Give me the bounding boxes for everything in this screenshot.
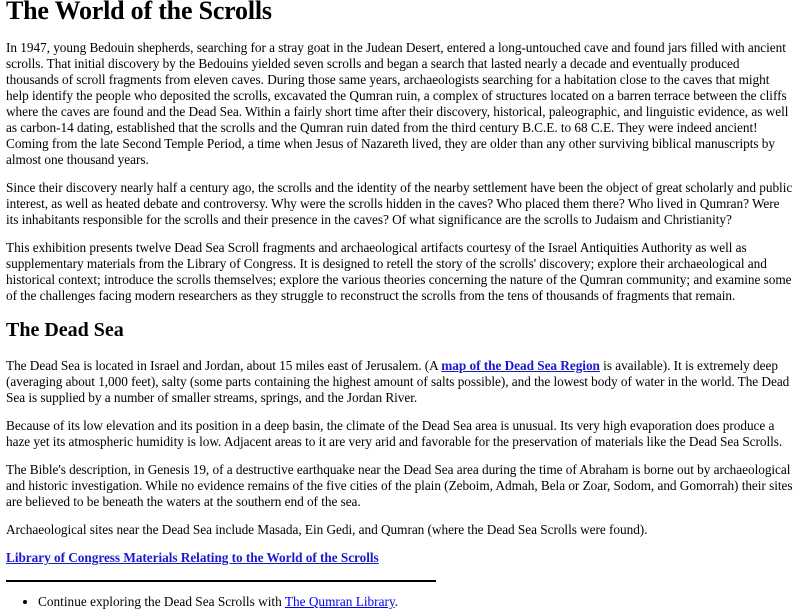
lc-materials-link[interactable]: Library of Congress Materials Relating to the World of the Scrolls (6, 550, 379, 565)
divider (6, 580, 436, 582)
intro-paragraph: In 1947, young Bedouin shepherds, searching for a stray goat in the Judean Desert, entered a long-untouched cave and found jars filled with ancient scrolls. That initial discovery by the Bedouins yielded seven scrolls and began a search that lasted nearly a decade and eventually produced thousands of scroll fragments from eleven caves. During those same years, archaeologists searching for a habitation close to the caves that might help identify the people who deposited the scrolls, excavated the Qumran ruin, a complex of structures located on a barren terrace between the cliffs where the caves are found and the Dead Sea. Within a fairly short time after their discovery, historical, paleographic, and linguistic evidence, as well as carbon-14 dating, established that the scrolls and the Qumran ruin dated from the third century B.C.E. to 68 C.E. They were indeed ancient! Coming from the late Second Temple Period, a time when Jesus of Nazareth lived, they are older than any other surviving biblical manuscripts by almost one thousand years. (6, 40, 789, 167)
navigation-list (6, 594, 794, 610)
intro-paragraph: Since their discovery nearly half a century ago, the scrolls and the identity of the nearby settlement have been the object of great scholarly and public interest, as well as heated debate and controversy. Why were the scrolls hidden in the caves? Who placed them there? Who lived in Qumran? Were its inhabitants responsible for the scrolls and their presence in the caves? Of what significance are the scrolls to Judaism and Christianity? (6, 180, 793, 227)
dead-sea-paragraph: Archaeological sites near the Dead Sea include Masada, Ein Gedi, and Qumran (where the Dead Sea Scrolls were found). (6, 522, 648, 537)
map-dead-sea-region-link[interactable]: map of the Dead Sea Region (441, 358, 600, 373)
text: is available). It is extremely deep (averaging about 1,000 feet), salty (some parts containing the highest amount of salts possible), and the lowest body of water in the world. The Dead Sea is supplied by a number of smaller streams, springs, and the Jordan River. (6, 358, 790, 405)
qumran-library-link[interactable]: The Qumran Library (284, 594, 395, 609)
text: Continue exploring the Dead Sea Scrolls with (38, 594, 285, 609)
text: . (394, 594, 399, 609)
lc-materials-paragraph (6, 550, 794, 566)
section-heading-dead-sea: The Dead Sea (6, 319, 124, 341)
page-title: The World of the Scrolls (6, 0, 272, 25)
dead-sea-paragraph: Because of its low elevation and its position in a deep basin, the climate of the Dead Sea area is unusual. Its very high evaporation does produce a haze yet its atmospheric humidity is low. Adjacent areas to it are very arid and favorable for the preservation of materials like the Dead Sea Scrolls. (6, 418, 783, 449)
text: The Dead Sea is located in Israel and Jordan, about 15 miles east of Jerusalem. (A (6, 358, 442, 373)
dead-sea-paragraph: The Bible's description, in Genesis 19, of a destructive earthquake near the Dead Sea area during the time of Abraham is borne out by archaeological and historic investigation. While no evidence remains of the five cities of the plain (Zeboim, Admah, Bela or Zoar, Sodom, and Gomorrah) their sites are believed to be beneath the waters at the southern end of the sea. (6, 462, 793, 509)
intro-paragraph: This exhibition presents twelve Dead Sea Scroll fragments and archaeological artifacts courtesy of the Israel Antiquities Authority as well as supplementary materials from the Library of Congress. It is designed to retell the story of the scrolls' discovery; explore their archaeological and historical context; introduce the scrolls themselves; explore the various theories concerning the nature of the Qumran community; and examine some of the challenges facing modern researchers as they struggle to reconstruct the scrolls from the tens of thousands of fragments that remain. (6, 240, 792, 303)
dead-sea-paragraph (6, 358, 794, 406)
list-item (38, 594, 794, 610)
